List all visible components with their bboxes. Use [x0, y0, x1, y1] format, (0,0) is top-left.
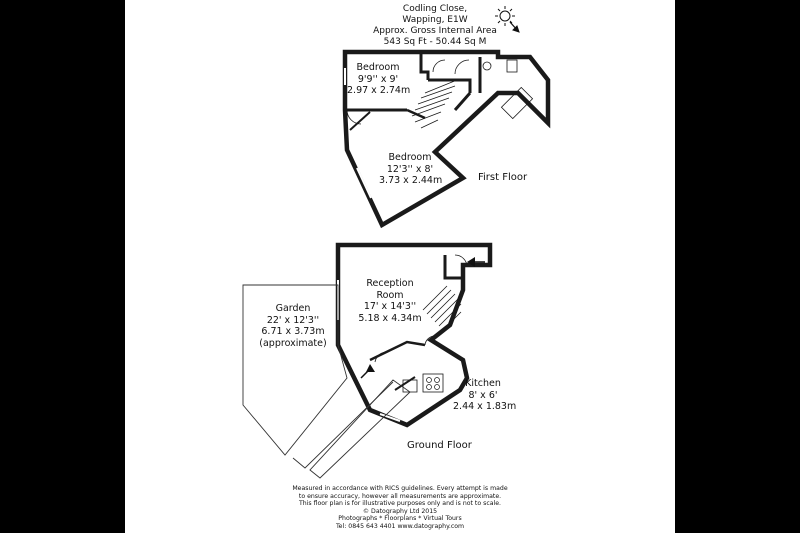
disclaimer-line2: to ensure accuracy, however all measurements are approximate.: [298, 492, 502, 500]
bedroom1-name: Bedroom: [356, 62, 400, 73]
wash-basin: [483, 62, 491, 70]
area-value: 543 Sq Ft - 50.44 Sq M: [383, 37, 487, 47]
bedroom1-metric: 2.97 x 2.74m: [347, 85, 411, 96]
kitchen-label: [453, 378, 517, 413]
garden-note: (approximate): [259, 337, 327, 349]
window-bedroom2: [357, 168, 371, 198]
kitchen-partition-wall: [370, 342, 425, 360]
reception-name: Reception: [366, 278, 414, 289]
contact-line: Tel: 0845 643 4401 www.datography.com: [335, 522, 465, 530]
disclaimer-line3: This floor plan is for illustrative purposes only and is not to scale.: [298, 500, 502, 508]
reception-name-line2: Room: [376, 289, 404, 301]
services-line: Photographs * Floorplans * Virtual Tours: [338, 515, 462, 523]
kitchen-name: Kitchen: [465, 378, 501, 389]
kitchen-imperial: 8' x 6': [468, 389, 498, 401]
disclaimer-footer: [285, 485, 515, 531]
copyright-line: © Datography Ltd 2015: [362, 507, 438, 515]
bedroom2-label: [379, 152, 441, 187]
bedroom2-imperial: 12'3'' x 8': [386, 163, 434, 175]
address-line1: Codling Close,: [402, 4, 468, 14]
landing-wall: [421, 52, 428, 80]
area-caption: Approx. Gross Internal Area: [373, 26, 497, 36]
hall-wall: [445, 255, 463, 278]
address-line2: Wapping, E1W: [402, 15, 468, 25]
bedroom1-imperial: 9'9'' x 9': [357, 73, 399, 85]
bedroom1-label: [347, 62, 409, 97]
kitchen-hob: [423, 374, 443, 392]
property-header: [345, 4, 525, 48]
kitchen-sink: [403, 380, 417, 392]
reception-label: [355, 278, 425, 324]
toilet: [507, 60, 517, 72]
stair-wall: [407, 110, 425, 118]
garden-name: Garden: [275, 303, 311, 314]
landing-wall-2: [428, 80, 470, 93]
garden-metric: 6.71 x 3.73m: [261, 326, 325, 337]
bedroom-diagonal-wall: [350, 112, 370, 130]
garden-entrance-arrow-icon: [361, 364, 375, 378]
bedroom2-metric: 3.73 x 2.44m: [379, 175, 443, 186]
first-floor-stairs: [412, 80, 457, 128]
landing-door-swing: [455, 60, 469, 74]
bedroom2-name: Bedroom: [388, 152, 432, 163]
first-floor-label: First Floor: [478, 172, 528, 183]
garden-label: [257, 303, 329, 349]
floorplan-sheet: [125, 0, 675, 533]
reception-imperial: 17' x 14'3'': [363, 301, 417, 312]
ground-floor-label: Ground Floor: [407, 440, 472, 451]
landing-diagonal-wall: [455, 93, 470, 110]
bedroom1-door-swing: [433, 60, 445, 72]
disclaimer-line1: Measured in accordance with RICS guidelines. Every attempt is made: [292, 485, 508, 492]
garden-imperial: 22' x 12'3'': [266, 314, 320, 326]
reception-metric: 5.18 x 4.34m: [358, 312, 422, 324]
kitchen-metric: 2.44 x 1.83m: [453, 401, 517, 412]
